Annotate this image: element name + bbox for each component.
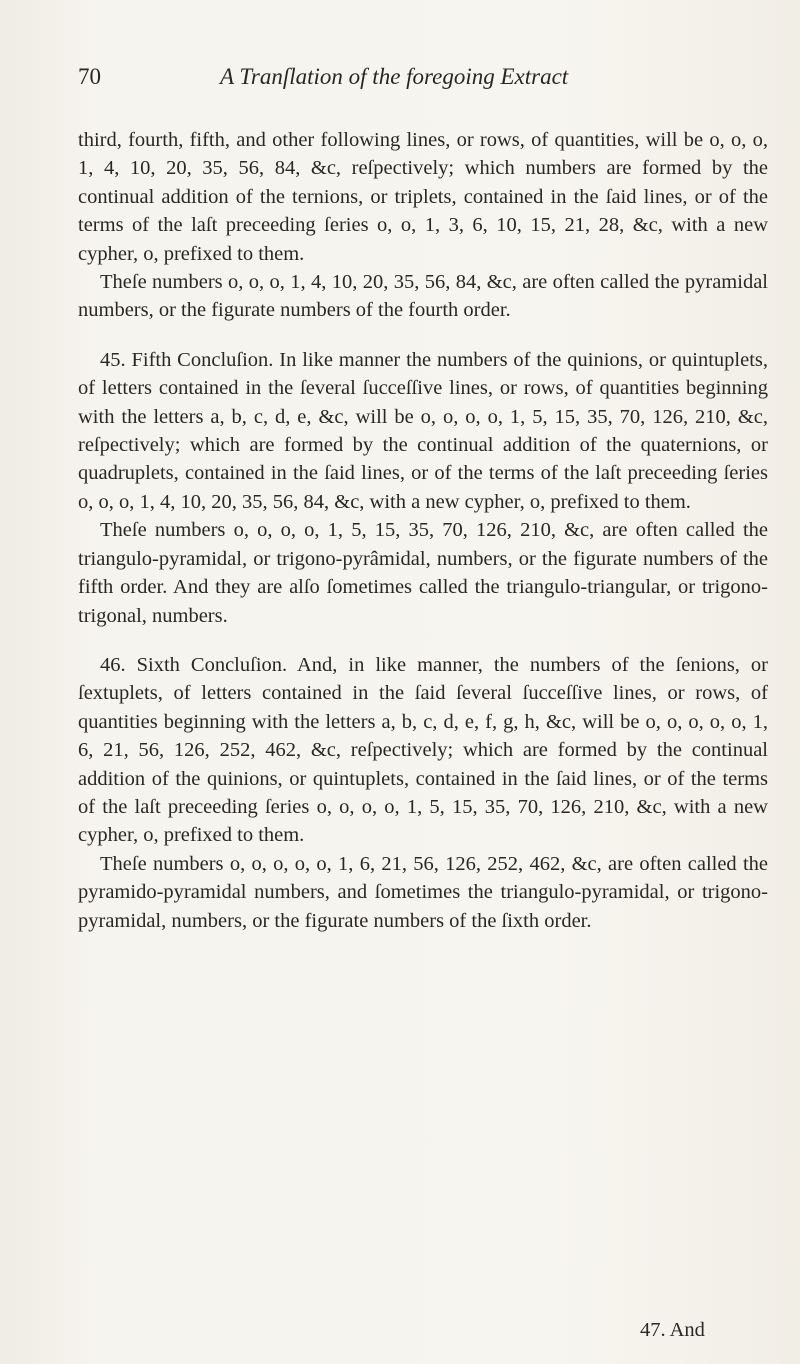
page-number: 70 — [78, 64, 101, 89]
page-header — [78, 62, 760, 92]
paragraph-continuation: third, fourth, fifth, and other following lines, or rows, of quantities, will be o, o, o, 1, 4, 10, 20, 35, 56, 84, &c, reſpectively; which numbers are formed by the continual addition of the ternions, or triplets, contained in the ſaid lines, or of the terms of the laſt preceeding ſeries o, o, 1, 3, 6, 10, 15, 21, 28, &c, with a new cypher, o, prefixed to them. — [78, 129, 768, 265]
catchword: 47. And — [640, 1319, 705, 1341]
paragraph-fifth-conclusion: 45. Fifth Concluſion. In like manner the numbers of the quinions, or quintuplets, of letters contained in the ſeveral ſucceſſive lines, or rows, of quantities beginning with the letters a, b, c, d, e, &c, will be o, o, o, o, 1, 5, 15, 35, 70, 126, 210, &c, reſpectively; which are formed by the continual addition of the quaternions, or quadruplets, contained in the ſaid lines, or of the terms of the laſt preceeding ſeries o, o, o, 1, 4, 10, 20, 35, 56, 84, &c, with a new cypher, o, prefixed to them. — [78, 348, 768, 513]
running-head: A Tranſlation of the foregoing Extract — [220, 64, 569, 89]
paragraph-triangulo-pyramidal: Theſe numbers o, o, o, o, 1, 5, 15, 35, 70, 126, 210, &c, are often called the triangulo-pyramidal, or trigono-pyrâmidal, numbers, or the figurate numbers of the fifth order. And they are alſo ſometimes called the triangulo-triangular, or trigono-trigonal, numbers. — [78, 519, 768, 627]
body-text — [78, 126, 768, 935]
paragraph-pyramidal-numbers: Theſe numbers o, o, o, 1, 4, 10, 20, 35, 56, 84, &c, are often called the pyramidal numbers, or the figurate numbers of the fourth order. — [78, 271, 768, 322]
paragraph-sixth-conclusion: 46. Sixth Concluſion. And, in like manner, the numbers of the ſenions, or ſextuplets, of letters contained in the ſaid ſeveral ſucceſſive lines, or rows, of quantities beginning with the letters a, b, c, d, e, f, g, h, &c, will be o, o, o, o, o, 1, 6, 21, 56, 126, 252, 462, &c, reſpectively; which are formed by the continual addition of the quinions, or quintuplets, contained in the ſaid lines, or of the terms of the laſt preceeding ſeries o, o, o, o, 1, 5, 15, 35, 70, 126, 210, &c, with a new cypher, o, prefixed to them. — [78, 653, 768, 847]
paragraph-pyramido-pyramidal: Theſe numbers o, o, o, o, o, 1, 6, 21, 56, 126, 252, 462, &c, are often called the pyramido-pyramidal numbers, and ſometimes the triangulo-pyramidal, or trigono-pyramidal, numbers, or the figurate numbers of the ſixth order. — [78, 852, 768, 932]
